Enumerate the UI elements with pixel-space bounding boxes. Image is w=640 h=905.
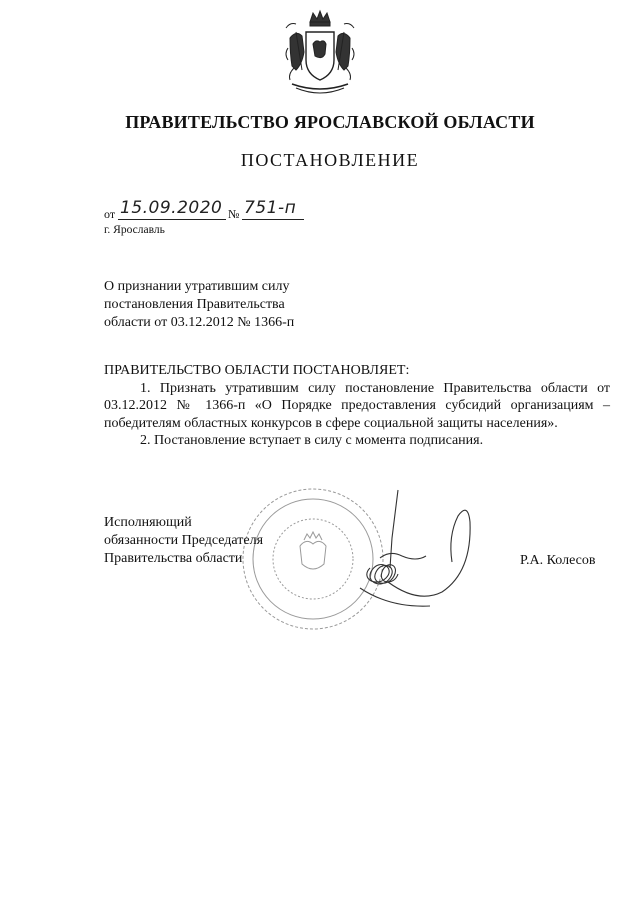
position-line: обязанности Председателя — [104, 533, 264, 548]
signatory-name: Р.А. Колесов — [520, 553, 596, 568]
number-underline — [242, 219, 304, 220]
document-body — [104, 362, 610, 450]
position-line: Правительства области — [104, 551, 243, 566]
subject-line: О признании утратившим силу — [104, 279, 290, 294]
document-number: 751-п — [244, 198, 297, 218]
body-item-1: 1. Признать утратившим силу постановление Правительства области от 03.12.2012 № 1366-п «О Порядке предоставления субсидий организациям – победителям областных конкурсов в сфере социальной защиты населения». — [104, 380, 610, 431]
date-from-label: от — [104, 207, 116, 221]
body-item-2: 2. Постановление вступает в силу с момента подписания. — [140, 433, 484, 448]
document-date: 15.09.2020 — [120, 198, 223, 218]
handwritten-signature — [340, 488, 480, 620]
subject-line: постановления Правительства — [104, 297, 285, 312]
government-title: ПРАВИТЕЛЬСТВО ЯРОСЛАВСКОЙ ОБЛАСТИ — [125, 112, 535, 132]
date-number-line — [104, 198, 324, 222]
document-subject — [104, 278, 294, 332]
coat-of-arms-emblem — [282, 8, 358, 100]
number-label: № — [228, 207, 240, 221]
date-underline — [118, 219, 226, 220]
decree-heading: ПРАВИТЕЛЬСТВО ОБЛАСТИ ПОСТАНОВЛЯЕТ: — [104, 363, 410, 378]
position-line: Исполняющий — [104, 515, 192, 530]
city: г. Ярославль — [104, 224, 165, 236]
document-type: ПОСТАНОВЛЕНИЕ — [240, 150, 420, 170]
subject-line: области от 03.12.2012 № 1366-п — [104, 315, 295, 330]
signatory-position — [104, 514, 263, 568]
